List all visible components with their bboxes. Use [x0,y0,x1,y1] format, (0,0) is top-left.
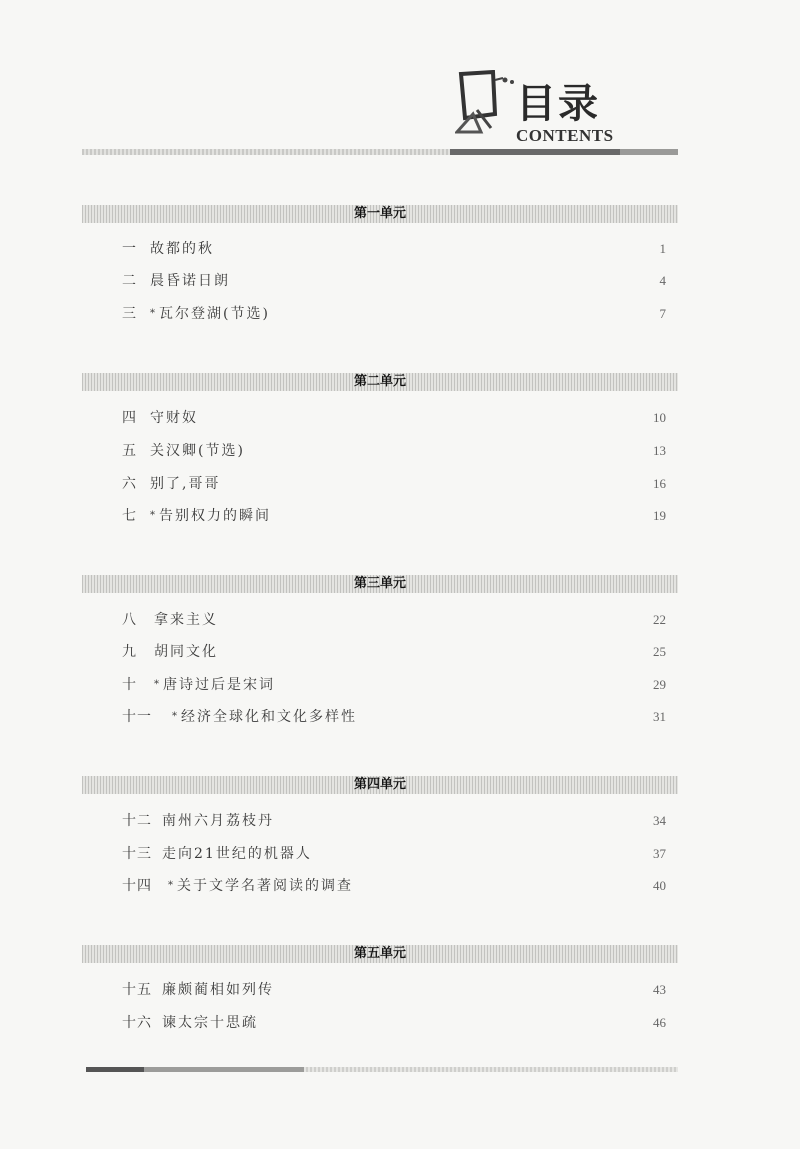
toc-entry[interactable]: 十 * 唐诗过后是宋词 29 [122,677,666,693]
toc-entry[interactable]: 四 守财奴 10 [122,410,666,426]
unit-header: 第二单元 [82,373,678,391]
toc-entry[interactable]: 二 晨昏诺日朗 4 [122,273,666,289]
optional-lesson-mark: * [150,308,157,319]
unit-header: 第一单元 [82,205,678,223]
toc-entry[interactable]: 六 别了,哥哥 16 [122,476,666,492]
toc-entry[interactable]: 八 拿来主义 22 [122,612,666,628]
optional-lesson-mark: * [172,711,179,722]
optional-lesson-mark: * [150,510,157,521]
toc-entry[interactable]: 十五 廉颇蔺相如列传 43 [122,982,666,998]
toc-entry[interactable]: 十一 * 经济全球化和文化多样性 31 [122,709,666,725]
toc-entry[interactable]: 三 * 瓦尔登湖(节选) 7 [122,306,666,322]
unit-header: 第三单元 [82,575,678,593]
toc-entry[interactable]: 一 故都的秋 1 [122,241,666,257]
toc-entry[interactable]: 九 胡同文化 25 [122,644,666,660]
header-divider [82,149,678,155]
toc-entry[interactable]: 十六 谏太宗十思疏 46 [122,1015,666,1031]
page-title: 目录 [516,81,600,127]
page-subtitle: CONTENTS [516,126,614,145]
book-logo-icon [455,70,517,140]
toc-entry[interactable]: 七 * 告别权力的瞬间 19 [122,508,666,524]
unit-header: 第四单元 [82,776,678,794]
optional-lesson-mark: * [154,679,161,690]
toc-entry[interactable]: 五 关汉卿(节选) 13 [122,443,666,459]
toc-entry[interactable]: 十二 南州六月荔枝丹 34 [122,813,666,829]
optional-lesson-mark: * [168,880,175,891]
footer-divider [86,1067,678,1072]
unit-header: 第五单元 [82,945,678,963]
toc-entry[interactable]: 十四 * 关于文学名著阅读的调查 40 [122,878,666,894]
toc-entry[interactable]: 十三 走向21世纪的机器人 37 [122,846,666,862]
